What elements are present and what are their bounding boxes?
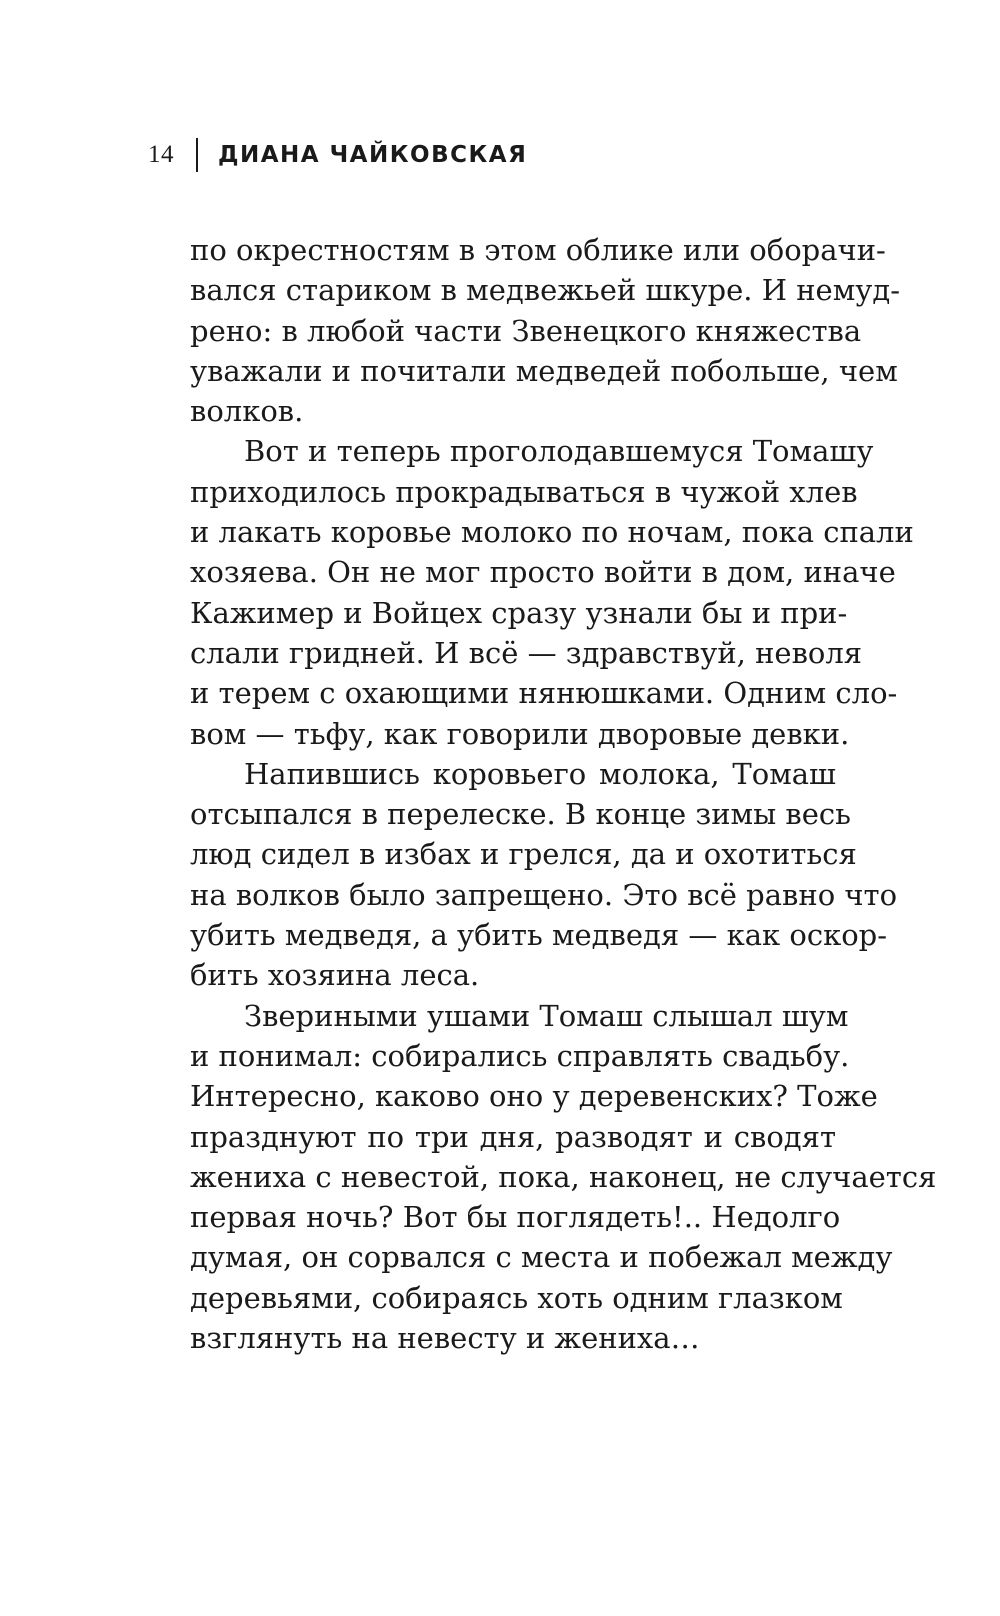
author-name: ДИАНА ЧАЙКОВСКАЯ <box>218 142 528 168</box>
page-number: 14 <box>148 141 174 168</box>
paragraph <box>190 431 914 753</box>
text-line: и лакать коровье молоко по ночам, пока спали <box>190 515 914 550</box>
text-line: волков. <box>190 394 304 429</box>
text-line: вался стариком в медвежьей шкуре. И немуд- <box>190 273 900 308</box>
text-line: Напившись коровьего молока, Томаш <box>244 756 836 791</box>
text-line: люд сидел в избах и грелся, да и охотиться <box>190 837 857 872</box>
text-line: убить медведя, а убить медведя — как оскор- <box>190 918 888 953</box>
paragraph <box>190 996 937 1359</box>
text-line: Вот и теперь проголодавшемуся Томашу <box>244 434 874 469</box>
text-line: бить хозяина леса. <box>190 958 480 993</box>
text-line: Звериными ушами Томаш слышал шум <box>244 998 849 1033</box>
text-line: деревьями, собираясь хоть одним глазком <box>190 1280 843 1315</box>
running-header <box>148 135 527 175</box>
text-line: приходилось прокрадываться в чужой хлев <box>190 474 858 509</box>
text-line: вом — тьфу, как говорили дворовые девки. <box>190 716 850 751</box>
text-line: думая, он сорвался с места и побежал между <box>190 1240 893 1275</box>
text-line: Кажимер и Войцех сразу узнали бы и при- <box>190 595 848 630</box>
text-line: хозяева. Он не мог просто войти в дом, иначе <box>190 555 896 590</box>
paragraph <box>190 754 898 996</box>
header-divider <box>196 138 198 172</box>
text-line: на волков было запрещено. Это всё равно что <box>190 877 898 912</box>
body-text <box>190 230 937 1358</box>
text-line: рено: в любой части Звенецкого княжества <box>190 313 862 348</box>
text-line: и понимал: собирались справлять свадьбу. <box>190 1038 850 1073</box>
text-line: по окрестностям в этом облике или оборачи- <box>190 233 886 267</box>
text-line: празднуют по три дня, разводят и сводят <box>190 1119 836 1154</box>
text-line: и терем с охающими нянюшками. Одним сло- <box>190 676 898 711</box>
text-line: отсыпался в перелеске. В конце зимы весь <box>190 797 851 832</box>
text-line: Интересно, каково оно у деревенских? Тоже <box>190 1079 878 1114</box>
text-line: первая ночь? Вот бы поглядеть!.. Недолго <box>190 1200 841 1235</box>
text-line: жениха с невестой, пока, наконец, не случается <box>190 1159 937 1194</box>
paragraph <box>190 230 900 431</box>
text-line: взглянуть на невесту и жениха… <box>190 1321 700 1356</box>
text-line: слали гридней. И всё — здравствуй, неволя <box>190 635 863 670</box>
text-line: уважали и почитали медведей побольше, чем <box>190 353 898 388</box>
